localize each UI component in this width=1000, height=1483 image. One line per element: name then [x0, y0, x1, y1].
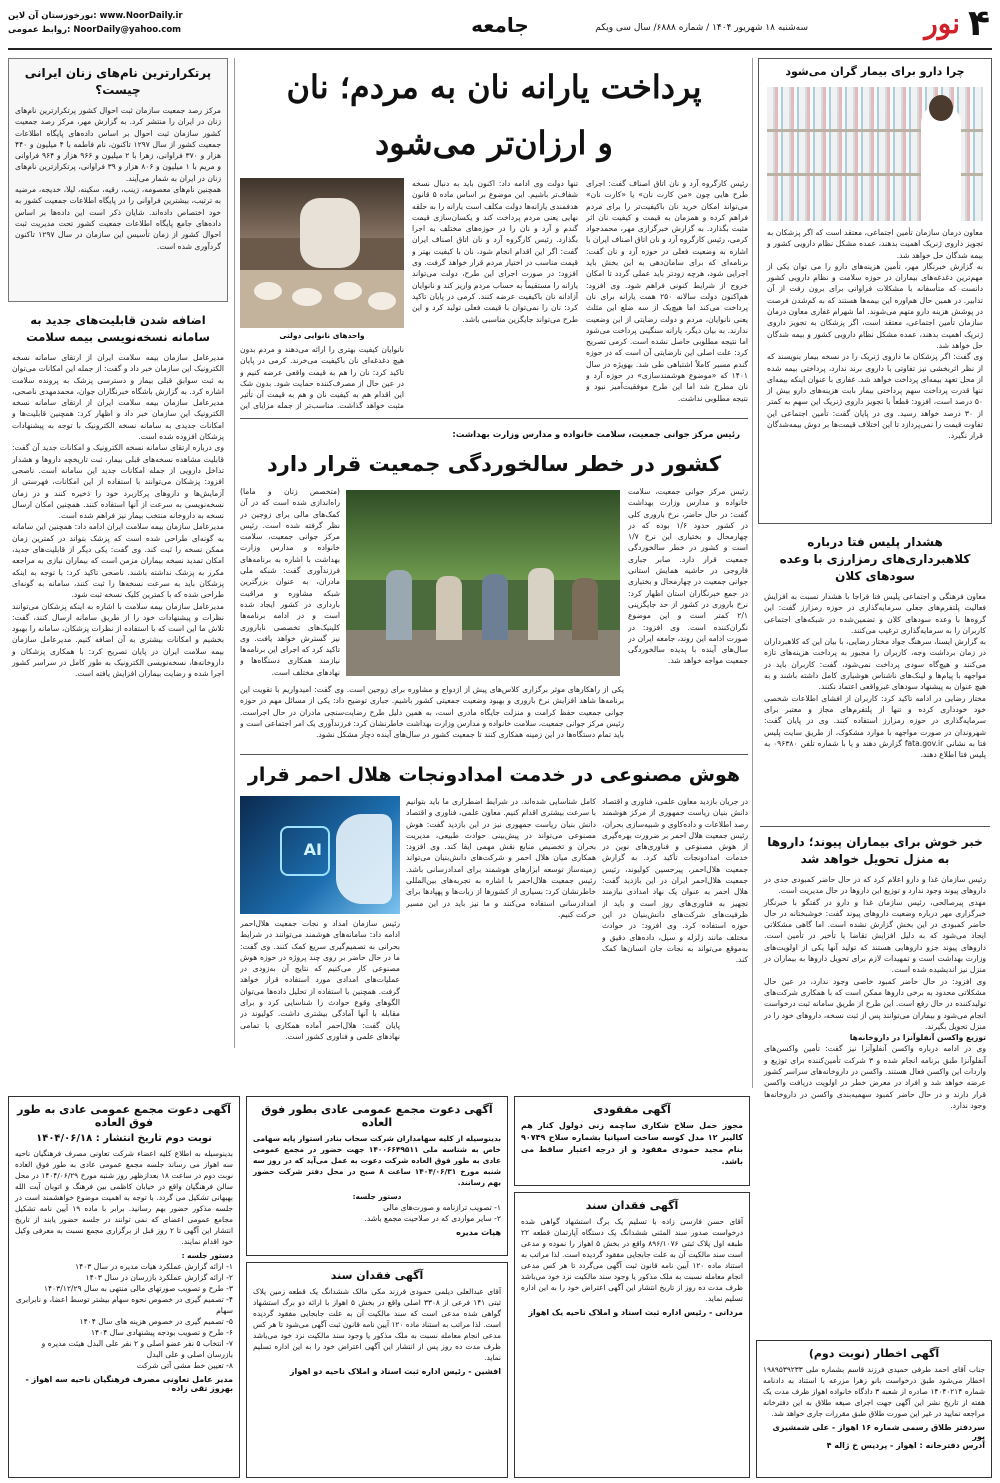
police-body [758, 591, 992, 760]
section-title: جامعه [471, 13, 529, 37]
drug-title: چرا دارو برای بیمار گران می‌شود [785, 65, 965, 78]
page-number: ۴ [968, 3, 990, 44]
ad-warning [756, 1340, 992, 1478]
patients-p1: رئیس سازمان غذا و دارو اعلام کرد که در حال حاضر کمبودی جدی در داروهای پیوند وجود ندارد و توزیع این داروها در حال مدیریت است. [764, 875, 986, 896]
ad3-title: آگهی فقدان سند [330, 1269, 424, 1282]
elderly-rule [240, 754, 748, 755]
ad2-item: ۲- سایر مواردی که در صلاحیت مجمع باشد. [364, 1214, 501, 1223]
ad1-item: ۶- طرح و تصویب بودجه پیشنهادی سال ۱۴۰۴ [90, 1328, 233, 1337]
elderly-col-a: رئیس مرکز جوانی جمعیت، سلامت خانواده و مدارس وزارت بهداشت گفت: در حال حاضر، نرخ باروری کلی در کشور حدود ۱/۶ بوده که در چهارمحال و بختیاری این نرخ ۱/۷ است و کشور در خطر سالخوردگی جمعیت قرار دارد. صابر جباری فاروجی در حاشیه همایش استانی جوانی جمعیت در چهارمحال و بختیاری در جمع خبرنگاران استان اظهار کرد: نرخ باروری در کشور از حد جایگزینی ۲/۱ کمتر است و این موضوع نگران‌کننده است. وی افزود: در صورت ادامه این روند، جامعه ایران در سال‌های آینده با پدیده سالخوردگی جمعیت مواجه خواهد شد. [628, 487, 748, 666]
contact-email: روابط عمومی: NoorDaily@yahoo.com [8, 25, 182, 35]
ad1-item: ۲- ارائه گزارش عملکرد بازرسان در سال ۱۴۰۳ [85, 1273, 233, 1282]
ai-title: هوش مصنوعی در خدمت امدادونجات هلال احمر قرار [247, 764, 741, 786]
names-body [9, 105, 227, 252]
ad-invitation-2 [246, 1096, 508, 1256]
ad5-title: آگهی فقدان سند [585, 1199, 679, 1212]
ad6-address: آدرس دفترخانه : اهواز - پردیس خ ژاله ۴ [826, 1441, 985, 1450]
ad1-subtitle: نوبت دوم تاریخ انتشار : ۱۴۰۴/۰۶/۱۸ [36, 1133, 212, 1144]
ad1-agenda-label: دستور جلسه : [181, 1251, 233, 1260]
ad5-body: آقای حسن فارسی زاده با تسلیم یک برگ استشهاد گواهی شده درخواست صدور سند المثنی ششدانگ یک دستگاه آپارتمان قطعه ۲۲ طبقه اول پلاک ثبتی ۸۹۶/۱۰۷۶ واقع در بخش ۵ اهواز را نموده و مدعی است سند مالکیت آن به علت جابجایی مفقود گردیده است. لذا مراتب به استناد ماده ۱۲۰ آیین نامه قانون ثبت آگهی می‌گردد تا هر کس مدعی انجام معامله نسبت به ملک مذکور یا وجود سند مالکیت نزد خود می‌باشد ظرف مدت ده روز از تاریخ انتشار این آگهی اعتراض خود را به این اداره تسلیم نماید. [521, 1217, 743, 1303]
ad1-agenda [9, 1261, 239, 1371]
elderly-col-b: (متخصص زنان و ماما) راه‌اندازی شده است که در آن کمک‌های مالی برای زوجین در نظر گرفته شده است. رئیس مرکز جوانی جمعیت، سلامت خانواده و مدارس وزارت بهداشت با اشاره به برنامه‌های فرزندآوری گفت: شبکه ملی مادران، به عنوان بزرگترین شبکه مشاوره و مراقبت بارداری در کشور ایجاد شده است و در ادامه برنامه‌ها کلینیک‌های تخصصی ناباروری نیز گسترش خواهد یافت. وی تاکید کرد که اجرای این برنامه‌ها نیازمند همکاری دستگاه‌ها و نهادهای مختلف است. [240, 487, 340, 677]
elderly-title: کشور در خطر سالخوردگی جمعیت قرار دارد [266, 452, 722, 476]
insurance-p4: مدیرعامل سازمان بیمه سلامت با اشاره به اینکه پزشکان می‌توانند نظرات و پیشنهادات خود را از طریق سامانه ارسال کنند، گفت: تلاش ما این است که با استفاده از نظرات پزشکان، سامانه را بهبود بخشیم و امکانات بیشتری به آن اضافه کنیم. مدیرعامل سازمان بیمه سلامت ایران در پایان تصریح کرد: با همکاری پزشکان و داروخانه‌ها، نسخه‌نویسی الکترونیک به طور کامل در سراسر کشور اجرا شده و رضایت بیماران افزایش یافته است. [12, 601, 224, 679]
patients-p5: وی در ادامه درباره واکسن آنفلوآنزا نیز گفت: تأمین واکسن‌های آنفلوآنزا طبق برنامه انجام شده و ۳ شرکت تأمین‌کننده برای توزیع و واردات این واکسن فعال هستند. واکسن در داروخانه‌های سراسر کشور عرضه خواهد شد و افراد در معرض خطر در اولویت دریافت واکسن قرار دارند و در حال حاضر کمبود سهمیه‌بندی واکسن در داروخانه‌ها وجود ندارد. [764, 1044, 986, 1110]
ad3-footer: افشین - رئیس اداره ثبت اسناد و املاک ناحیه دو اهواز [289, 1367, 501, 1376]
drug-p2: به گزارش خبرنگار مهر، تأمین هزینه‌های دارو را می توان یکی از مهم‌ترین دغدغه‌های بیماران در حوزه سلامت و نظام دارویی کشور دانست که متأسفانه با مشکلات فراوانی برای برون رفت از آن تدابیر. در همین حال هم‌اوره این بیمه‌ها هستند که به کم‌شدن فرصت در پوشش هزینه دارو متهم می‌شوند. اما شهرام غفاری معاون درمان سازمان تأمین اجتماعی، معتقد است، اگر پزشکان به تجویز داروی ژنریک اهمیت بدهند، عمده مشکل نظام دارویی کشور و بیمه شدگان حل خواهد شد. [767, 261, 983, 350]
ai-col-a: در جریان بازدید معاون علمی، فناوری و اقتصاد دانش بنیان ریاست جمهوری از مرکز هوشمند رصد اطلاعات و داده‌کاوی و شبیه‌سازی بحران، رئیس جمعیت هلال احمر بر ضرورت بهره‌گیری از هوش مصنوعی و فناوری‌های نوین در خدمات امدادونجات تأکید کرد. به گزارش جمعیت هلال‌احمر، پیرحسین کولیوند، رئیس جمعیت هلال‌احمر ایران در این بازدید گفت: هلال احمر به عنوان یک نهاد امدادی نیازمند تجهیز به فناوری‌های روز است و باید از ظرفیت‌های شرکت‌های دانش‌بنیان در این حوزه استفاده کرد. وی افزود: در حوادث مختلف مانند زلزله و سیل، داده‌های دقیق و به‌موقع می‌تواند به نجات جان انسان‌ها کمک کند. [602, 797, 748, 965]
drug-article [758, 58, 992, 524]
ad6-body: جناب آقای احمد طرفی حمیدی فرزند قاسم بشماره ملی ۱۹۸۹۵۳۹۲۳۳ اخطار می‌شود طبق درخواست بانو زهرا مزرعه با استناد به دادنامه شماره ۱۴۰۴۰۲۱۴ صادره از شعبه ۳ دادگاه خانواده اهواز ظرف مدت یک هفته از تاریخ نشر این آگهی جهت اجرای صیغه طلاق به این دفترخانه مراجعه نمایید در غیر این صورت طلاق طبق مقررات جاری خواهد شد. [763, 1365, 985, 1418]
drug-paragraph [767, 227, 983, 519]
column-divider-left [234, 58, 235, 1048]
date-line: سه‌شنبه ۱۸ شهریور ۱۴۰۴ / شماره ۶۸۸۸/ سال سی ویکم [595, 23, 808, 33]
insurance-title: اضافه شدن قابلیت‌های جدید به سامانه نسخه‌نویسی بیمه سلامت [26, 313, 210, 344]
ad1-item: ۵- تصمیم گیری در خصوص هزینه های سال ۱۴۰۴ [79, 1317, 233, 1326]
elderly-col-c: یکی از راهکارهای موثر برگزاری کلاس‌های پیش از ازدواج و مشاوره برای زوجین است. وی گفت: امیدواریم با تقویت این برنامه‌ها شاهد افزایش نرخ باروری و بهبود وضعیت جمعیتی کشور باشیم. جباری توضیح داد: یکی از مسائل مهم در حوزه جوانی جمعیت حفظ کرامت و منزلت جایگاه مادری است، به همین دلیل طرح رضایت‌سنجی مادران در حال اجراست. رئیس مرکز جوانی جمعیت، سلامت خانواده و مدارس وزارت بهداشت خاطرنشان کرد: فرزندآوری یک امر اجتماعی است و باید تمام دستگاه‌ها در این زمینه همکاری کنند تا جمعیت کشور در سال‌های آینده دچار مشکل نشود. [240, 685, 624, 740]
bread-rule [240, 418, 748, 419]
insurance-p2: وی درباره ارتقای سامانه نسخه الکترونیک و امکانات جدید آن گفت: قابلیت مشاهده نسخه‌های قبلی بیمار، ثبت تاریخچه داروها و هشدار تداخل دارویی از جمله امکانات جدید این سامانه است. ناصحی افزود: پزشکان می‌توانند با استفاده از این امکانات، فهرستی از آزمایش‌ها و داروهای پرکاربرد خود را ذخیره کنند و در زمان نسخه‌نویسی به سرعت از آنها استفاده کنند. همچنین امکان ارسال نسخه به داروخانه منتخب بیمار نیز فراهم شده است. [12, 443, 224, 521]
police-rule [760, 826, 990, 827]
ad6-footer: سردفتر طلاق رسمی شماره ۱۶ اهواز - علی شمشیری پور [772, 1423, 985, 1441]
bread-col-a: رئیس کارگروه آرد و نان اتاق اصناف گفت: اجرای طرح هایی چون «من کارت نان» یا «کارت نان» می‌تواند امکان خرید نان باکیفیت‌تر را برای مردم فراهم کرده و همزمان به قیمت و کیفیت نان اثر مثبت بگذارد. به گزارش خبرگزاری مهر، محمدجواد کرمی، رئیس کارگروه آرد و نان اتاق اصناف ایران با اشاره به وضعیت فعلی در حوزه آرد و نان گفت: برنامه‌ای که برای سامان‌دهی به این بخش باید اجرایی شود، هرچه زودتر باید عملی گردد تا امکان خروج از شرایط کنونی فراهم شود. وی افزود: هم‌اکنون دولت سالانه ۲۵۰ همت یارانه برای نان پرداخت می‌کند اما هیچ‌یک از سه ضلع این مثلث یعنی نانوایان، مردم و دولت رضایتی از این وضعیت ندارند. به بیان دیگر، یارانه سنگینی پرداخت می‌شود اما نتیجه مطلوبی حاصل نشده است. کرمی تصریح کرد: علت اصلی این نارضایتی آن است که در حوزه گندم مسیر کاملاً اشتباهی طی شد. بهویژه در سال ۱۴۰۱ که «موضوع هوشمندسازی» در حوزه آرد و نان مطرح شد اما این طرح موفقیت‌آمیز نبود و نتیجه مطلوبی نداشت. [586, 179, 748, 403]
ad-lost-deed-1 [246, 1262, 508, 1478]
ad2-item: ۱- تصویب ترازنامه و صورت‌های مالی [383, 1203, 501, 1212]
ad2-agenda [247, 1202, 507, 1224]
names-p1: مرکز رصد جمعیت سازمان ثبت احوال کشور پرتکرارترین نام‌های زنان در ایران را منتشر کرد. به گزارش مهر، مرکز رصد جمعیت کشور سازمان ثبت احوال بر اساس داده‌های پایگاه اطلاعات جمعیت کشور از سال ۱۲۹۷ تاکنون، نام فاطمه با ۴ میلیون و ۴۴۰ هزار و ۳۷۰ فراوانی، زهرا با ۲ میلیون و ۹۶۶ هزار و ۹۶۴ فراوانی و مریم با ۱ میلیون و ۸۰۶ هزار و ۳۹ فراوانی، پرتکرارترین نام‌های زنان در ایران به شمار می‌آیند. [15, 106, 222, 183]
police-p1: معاون فرهنگی و اجتماعی پلیس فتا فراجا با هشدار نسبت به افزایش فعالیت پلتفرم‌های جعلی سرمایه‌گذاری در حوزه رمزارز گفت: این گروه‌ها با وعده سودهای کلان و تضمین‌شده در شبکه‌های اجتماعی کاربران را به سرمایه‌گذاری ترغیب می‌کنند. [764, 592, 986, 635]
names-article [8, 58, 228, 302]
bread-headline-2: و ارزان‌تر می‌شود [375, 124, 613, 162]
header-rule [8, 48, 992, 50]
ad1-footer: مدیر عامل تعاونی مصرف فرهنگیان ناحیه سه اهواز - بهروز تقی زاده [25, 1375, 233, 1393]
ai-col-c: رئیس سازمان امداد و نجات جمعیت هلال‌احمر ادامه داد: سامانه‌های هوشمند می‌توانند در شرایط بحرانی به تصمیم‌گیری سریع کمک کنند. وی گفت: ما در حال حاضر بر روی چند پروژه در حوزه هوش مصنوعی کار می‌کنیم که نتایج آن به‌زودی در عملیات‌های امدادی مورد استفاده قرار خواهد گرفت. همچنین با استفاده از تحلیل داده‌ها می‌توان الگوهای وقوع حوادث را شناسایی کرد و برای مقابله با آنها آمادگی بیشتری داشت. کولیوند در پایان گفت: هلال‌احمر آماده همکاری با تمامی نهادهای علمی و فناوری کشور است. [240, 919, 400, 1041]
column-divider-right [752, 58, 753, 1088]
ad1-body: بدینوسیله به اطلاع کلیه اعضاء شرکت تعاونی مصرف فرهنگیان ناحیه سه اهواز می رساند جلسه مجمع عمومی عادی به طور فوق العاده نوبت دوم در ساعت ۱۸ بعدازظهر روز شنبه مورخ ۱۴۰۴/۰۶/۲۹ در محل سالن فرهنگیان واقع در خیابان کاظمی بین فرهنگ و اتوبان آیت الله بهبهانی تشکیل می گردد. با توجه به اهمیت موضوع خواهشمند است در جلسه مذکور حضور بهم رسانید. برابر با ماده ۱۹ آیین نامه تشکیل مجامع عمومی اعضای که نمی توانند در جلسه حضور یابند از تاریخ انتشار این آگهی تا ۲ روز قبل از برگزاری مجمع نسبت به معرفی وکیل خود اقدام نمایند. [15, 1149, 233, 1246]
patients-p2: مهدی پیرصالحی، رئیس سازمان غذا و دارو در گفتگو با خبرنگار خبرگزاری مهر درباره وضعیت داروهای پیوند گفت: خوشبختانه در حال حاضر کمبودی در این بخش گزارش نشده است. اما گاهی مشکلاتی ایجاد می‌شود که به دلیل افزایش تقاضا یا تأخیر در تأمین است. داروهای پیوند جزو داروهایی هستند که تولید آنها یکی از اولویت‌های وزارت بهداشت است و تمهیدات لازم برای تحویل داروها به بیماران در منزل نیز اندیشیده شده است. [764, 897, 986, 975]
elderly-photo [346, 490, 620, 676]
police-p2: به گزارش ایسنا، سرهنگ جواد مختار رضایی، با بیان این که کلاهبرداران در زمان برداشت وجه، کاربران را مجبور به پرداخت هزینه‌های تازه می‌کنند و هیچ‌گاه سودی پرداخت نمی‌شود، گفت: کاربران باید در مواجهه با پیام‌ها و لینک‌های ناشناس هوشیاری کامل داشته باشند و به هیچ عنوان به پیشنهاد سودهای غیرواقعی اعتماد نکنند. [764, 637, 986, 692]
bread-headline-1: پرداخت یارانه نان به مردم؛ نان [286, 68, 702, 106]
patients-title: خبر خوش برای بیماران پیوند؛ داروها به منزل تحویل خواهد شد [767, 835, 983, 866]
drug-p1: معاون درمان سازمان تأمین اجتماعی، معتقد است که اگر پزشکان به تجویز داروی ژنریک اهمیت بدهند، عمده مشکل نظام دارویی کشور و بیمه شدگان حل خواهد شد. [767, 228, 983, 260]
ad3-body: آقای عبدالعلی دیلمی حمودی فرزند مکی مالک ششدانگ یک قطعه زمین پلاک ثبتی ۱۴۱ فرعی از ۳۳۰۸ اصلی واقع در بخش ۵ اهواز با ارائه دو برگ استشهاد گواهی شده مدعی است که سند مالکیت آن به علت جابجایی مفقود گردیده است. لذا مراتب به استناد ماده ۱۲۰ آیین نامه قانون ثبت آگهی می‌شود تا هر کس مدعی انجام معامله نسبت به ملک مذکور یا وجود سند مالکیت نزد خود می‌باشد ظرف مدت ده روز پس از انتشار این آگهی اعتراض خود را به این اداره تسلیم نماید. [253, 1287, 501, 1362]
ad-invitation-1 [8, 1096, 240, 1478]
ad1-item: ۱- ارائه گزارش عملکرد هیات مدیره در سال ۱۴۰۳ [75, 1262, 233, 1271]
bread-col-b: تنها دولت وی ادامه داد: اکنون باید به دنبال نسخه شفاف‌تر باشیم. این موضوع بر اساس ماده ۵ قانون هدفمندی یارانه‌ها دولت مکلف است یارانه را به حلقه نهایی یعنی مردم پرداخت کند و یکسان‌سازی قیمت گندم و آرد و نان را در حوزه‌های مختلف به اجرا بگذارد. رئیس کارگروه آرد و نان اتاق اصناف ایران گفت: اگر این اقدام انجام شود، نان با کیفیت بهتر و قیمت مناسب در اختیار مردم قرار خواهد گرفت. وی افزود: در صورت اجرای این طرح، دولت می‌تواند یارانه را مستقیماً به حساب مردم واریز کند و نانوایان آزادانه نان باکیفیت عرضه کنند. کرمی در پایان تاکید کرد: نان را نمی‌توان با قیمت فعلی تولید کرد و این طرح می‌تواند جایگزین مناسبی باشد. [412, 179, 578, 324]
patients-p3: وی افزود: در حال حاضر کمبود خاصی وجود ندارد، در عین حال مشکلاتی محدود به برخی داروها ممکن است که با همکاری شرکت‌های تولیدکننده در حال رفع است. این طرح از طریق سامانه ثبت درخواست انجام می‌شود و بیماران می‌توانند پس از ثبت نسخه، داروهای خود را در منزل تحویل بگیرند. [764, 976, 986, 1031]
ad4-body: مجوز حمل سلاح شکاری ساچمه زنی دولول کنار هم کالیبر ۱۲ مدل کوسه ساخت اسپانیا بشماره سلاح ۹۰۷۴۹ بنام مجید حمودی مفقود و از درجه اعتبار ساقط می باشد. [521, 1121, 744, 1166]
ad-lost-deed-2 [514, 1192, 750, 1478]
ad2-agenda-label: دستور جلسه: [352, 1192, 402, 1201]
drug-p3: وی گفت: اگر پزشکان ما داروی ژنریک را در نسخه بیمار بنویسند که از نظر اثربخشی نیز تفاوتی با داروی برند ندارد، پرداختی بیمه شده از محل تعهد بیمه‌ای پرداخت خواهد شد. غفاری با عنوان اینکه بیمه‌ای تنها قدرت پرداخت سهم پرداختی بیمار بابت هزینه‌های دارو بیش از ۵۰ درصد است، افزود: قطعاً با تجویز داروی ژنریک این سهم به کمتر از ۳۰ درصد خواهد رسید. وی در پایان گفت: تأمین اجتماعی این تفاوت قیمت را نمی‌پردازد تا این اختلاف قیمت‌ها بر دوش بیمه‌شدگان قرار نگیرد. [767, 352, 983, 441]
logo: نور [924, 7, 960, 40]
patients-body [758, 874, 992, 1111]
ad2-footer: هیات مدیره [456, 1228, 501, 1237]
ad1-item: ۸- تعیین خط مشی آتی شرکت [136, 1361, 233, 1370]
ad6-title: آگهی اخطار (نوبت دوم) [808, 1347, 940, 1360]
ai-col-b: کامل شناسایی شده‌اند. در شرایط اضطراری ما باید بتوانیم با سرعت بیشتری اقدام کنیم. معاون علمی، فناوری و اقتصاد دانش بنیان ریاست جمهوری نیز در این بازدید گفت: هوش مصنوعی می‌تواند در پیش‌بینی حوادث طبیعی، مدیریت بحران و تخصیص منابع نقش مهمی ایفا کند. وی افزود: همکاری میان هلال احمر و شرکت‌های دانش‌بنیان می‌تواند زمینه‌ساز توسعه ابزارهای هوشمند برای امدادرسانی باشد. رئیس جمعیت هلال‌احمر با اشاره به تجربه‌های بین‌المللی خاطرنشان کرد: بسیاری از کشورها از ربات‌ها و پهپادها برای امدادرسانی استفاده می‌کنند و ما نیز باید در این مسیر حرکت کنیم. [406, 797, 596, 919]
ad2-title: آگهی دعوت مجمع عمومی عادی بطور فوق العاده [261, 1103, 493, 1129]
names-p2: همچنین نام‌های معصومه، زینب، رقیه، سکینه، لیلا، خدیجه، مرضیه به ترتیب، بیشترین فراوانی را در پایگاه اطلاعات جمعیت کشور به خود اختصاص داده‌اند. شایان ذکر است این داده‌ها بر اساس داده‌های جامع پایگاه اطلاعات جمعیت کشور تحت مدیریت ثبت احوال کشور از زمان تأسیس این سازمان در سال ۱۲۹۷ تاکنون گردآوری شده است. [15, 185, 221, 251]
ad4-title: آگهی مفقودی [593, 1103, 671, 1116]
bakery-photo [240, 178, 404, 328]
insurance-p1: مدیرعامل سازمان بیمه سلامت ایران از ارتقای سامانه نسخه الکترونیک این سازمان خبر داد و گفت: از جمله این امکانات می‌توان به ثبت سوابق قبلی بیمار و دسترسی پزشک به پرونده سلامت اشاره کرد. به گزارش باشگاه خبرنگاران جوان، محمدمهدی ناصحی، مدیرعامل سازمان بیمه سلامت ایران از ارتقای سامانه نسخه الکترونیک این سازمان خبر داد و اظهار کرد: همچنین قابلیت‌ها و امکانات جدیدی به سامانه نسخه الکترونیک با توجه به پیشنهادات پزشکان افزوده شده است. [12, 353, 224, 442]
ai-photo: AI [240, 796, 400, 914]
pharmacy-photo [767, 87, 983, 221]
ad5-footer: مردانی - رئیس اداره ثبت اسناد و املاک ناحیه یک اهواز [528, 1308, 743, 1317]
police-article [758, 530, 992, 824]
ad1-item: ۷- انتخاب ۵ نفر عضو اصلی و ۲ نفر علی البدل هیئت مدیره و بازرسان اصلی و علی البدل [41, 1339, 233, 1359]
patients-article [758, 830, 992, 1236]
insurance-body [8, 352, 228, 680]
elderly-kicker: رئیس مرکز جوانی جمعیت، سلامت خانواده و مدارس وزارت بهداشت: [452, 430, 740, 440]
ad1-item: ۳- طرح و تصویب صورتهای مالی منتهی به سال ۱۴۰۳/۱۲/۲۹ [43, 1284, 233, 1293]
insurance-article [8, 308, 228, 1048]
names-title: پرتکرارترین نام‌های زنان ایرانی چیست؟ [24, 66, 212, 97]
ad1-title: آگهی دعوت مجمع عمومی عادی به طور فوق العاده [17, 1103, 231, 1129]
ad1-item: ۴- تصمیم گیری در خصوص نحوه سهام بیشتر توسط اعضا، و نابرابری سهام [15, 1295, 233, 1315]
ad2-body: بدینوسیله از کلیه سهامداران شرکت سحاب بنادر استوار پایه سهامی خاص به شناسه ملی ۱۴۰۰۶۶۴۹۵۱۱ جهت حضور در مجمع عمومی عادی به طور فوق العاده شرکت دعوت به عمل می‌آید که در روز سه شنبه مورخ ۱۴۰۴/۰۶/۳۱ ساعت ۸ صبح در محل دفتر شرکت حضور بهم رسانند. [253, 1134, 501, 1187]
patients-subhead: توزیع واکسن آنفلوآنزا در داروخانه‌ها [849, 1033, 986, 1043]
bakery-photo-caption: واحدهای نانوایی دولتی [279, 331, 365, 340]
police-p3: مختار رضایی در ادامه تاکید کرد: کاربران از افشای اطلاعات شخصی خود خودداری کرده و تنها از پلتفرم‌های مجاز و معتبر برای سرمایه‌گذاری در حوزه رمزارز استفاده کنند. وی در پایان گفت: شهروندان در صورت مواجهه با موارد مشکوک، از طریق سایت پلیس فتا به نشانی fata.gov.ir گزارش دهند و یا با شماره تلفن ۰۹۶۳۸۰ به پلیس فتا اطلاع دهند. [764, 693, 986, 760]
ad-lost-permit [514, 1096, 750, 1186]
police-title: هشدار پلیس فتا درباره کلاهبرداری‌های رمزارزی با وعده سودهای کلان [779, 535, 971, 583]
bread-col-c: نانوایان کیفیت بهتری را ارائه می‌دهند و مردم بدون هیچ دغدغه‌ای نان باکیفیت می‌خرند. کرمی در پایان تاکید کرد: نان را هم به قیمت واقعی عرضه کنیم و در عین حال از مصرف‌کننده حمایت شود. بدون شک این اقدام هم به کیفیت نان و هم به قیمت آن تأثیر مثبت خواهد گذاشت. مناسب‌تر از جمله مزایای این [240, 345, 404, 411]
contact-site: نورخوزستان آن لاین: www.NoorDaily.ir [8, 11, 183, 21]
insurance-p3: مدیرعامل سازمان بیمه سلامت ایران ادامه داد: همچنین این سامانه به گونه‌ای طراحی شده است که پزشک بتواند در کمترین زمان ممکن نسخه را ثبت کند. وی گفت: یکی دیگر از قابلیت‌های جدید، امکان تمدید نسخه بیماران مزمن است که بیماران نیازی به مراجعه مکرر به پزشک نداشته باشند. ناصحی تاکید کرد: با توجه به اینکه پزشکان باید به سرعت نسخه‌ها را ثبت کنند، سامانه به گونه‌ای طراحی شده که با کمترین کلیک نسخه ثبت شود. [12, 522, 224, 600]
